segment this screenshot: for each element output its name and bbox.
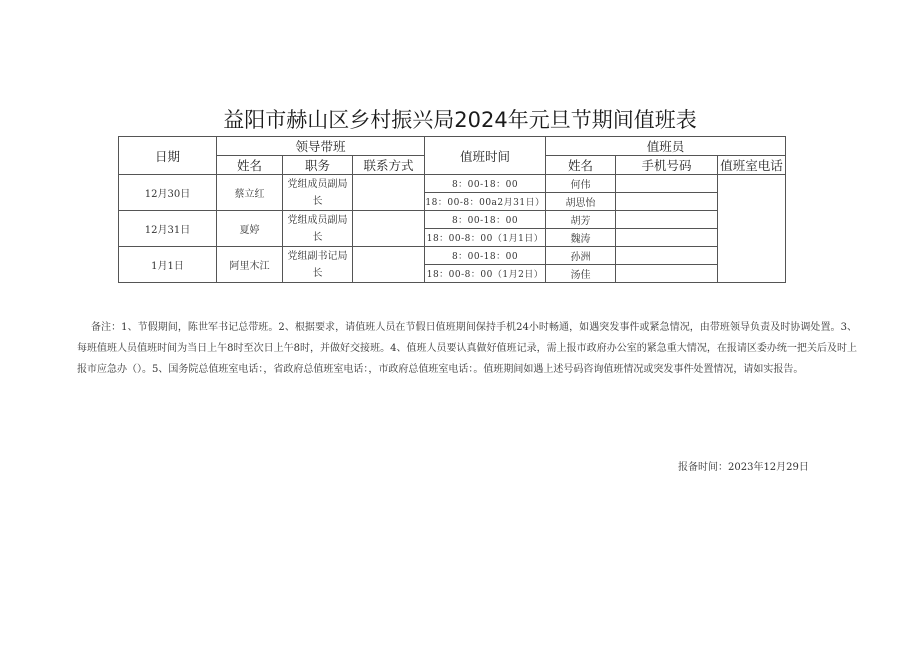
header-duty-time: 值班时间 [425,137,546,175]
date-cell: 1月1日 [119,247,217,283]
leader-position-cell: 党组副书记局长 [283,247,353,283]
table-row [119,247,786,265]
leader-position-cell: 党组成员副局长 [283,211,353,247]
staff-name-cell: 胡思怡 [546,193,616,211]
notes-paragraph: 备注：1、节假期间，陈世军书记总带班。2、根据要求，请值班人员在节假日值班期间保持手机24小时畅通，如遇突发事件或紧急情况，由带班领导负责及时协调处置。3、每班值班人员值班时间为当日上午8时至次日上午8时，并做好交接班。4、值班人员要认真做好值班记录，需上报市政府办公室的紧急重大情况，在报请区委办统一把关后及时上报市应急办（）。5、国务院总值班室电话：，省政府总值班室电话：，市政府总值班室电话：。值班期间如遇上述号码咨询值班情况或突发事件处置情况，请如实报告。 [77,322,857,375]
duty-roster-table [118,136,786,283]
header-date: 日期 [119,137,217,175]
header-staff-mobile: 手机号码 [616,156,718,175]
header-leader-position: 职务 [283,156,353,175]
header-staff-office-phone: 值班室电话 [718,156,786,175]
header-staff-name: 姓名 [546,156,616,175]
staff-name-cell: 汤佳 [546,265,616,283]
office-phone-cell [718,175,786,283]
duty-time-cell: 8：00-18：00 [425,175,546,193]
table-row [119,175,786,193]
staff-name-cell: 胡芳 [546,211,616,229]
header-leader-group: 领导带班 [217,137,425,156]
leader-name-cell: 夏婷 [217,211,283,247]
staff-mobile-cell [616,175,718,193]
page-title: 益阳市赫山区乡村振兴局2024年元旦节期间值班表 [223,108,697,132]
header-leader-name: 姓名 [217,156,283,175]
date-cell: 12月31日 [119,211,217,247]
leader-contact-cell [353,175,425,211]
leader-contact-cell [353,247,425,283]
duty-time-cell: 18：00-8：00（1月1日） [425,229,546,247]
report-time: 报备时间：2023年12月29日 [678,462,809,473]
table-row [119,211,786,229]
staff-mobile-cell [616,247,718,265]
staff-mobile-cell [616,193,718,211]
staff-mobile-cell [616,211,718,229]
staff-name-cell: 孙洲 [546,247,616,265]
duty-time-cell: 18：00-8：00a2月31日） [425,193,546,211]
date-cell: 12月30日 [119,175,217,211]
header-leader-contact: 联系方式 [353,156,425,175]
leader-position-cell: 党组成员副局长 [283,175,353,211]
duty-time-cell: 8：00-18：00 [425,247,546,265]
staff-name-cell: 魏涛 [546,229,616,247]
staff-name-cell: 何伟 [546,175,616,193]
duty-time-cell: 18：00-8：00（1月2日） [425,265,546,283]
leader-contact-cell [353,211,425,247]
staff-mobile-cell [616,265,718,283]
duty-time-cell: 8：00-18：00 [425,211,546,229]
header-staff-group: 值班员 [546,137,786,156]
leader-name-cell: 阿里木江 [217,247,283,283]
staff-mobile-cell [616,229,718,247]
leader-name-cell: 蔡立红 [217,175,283,211]
